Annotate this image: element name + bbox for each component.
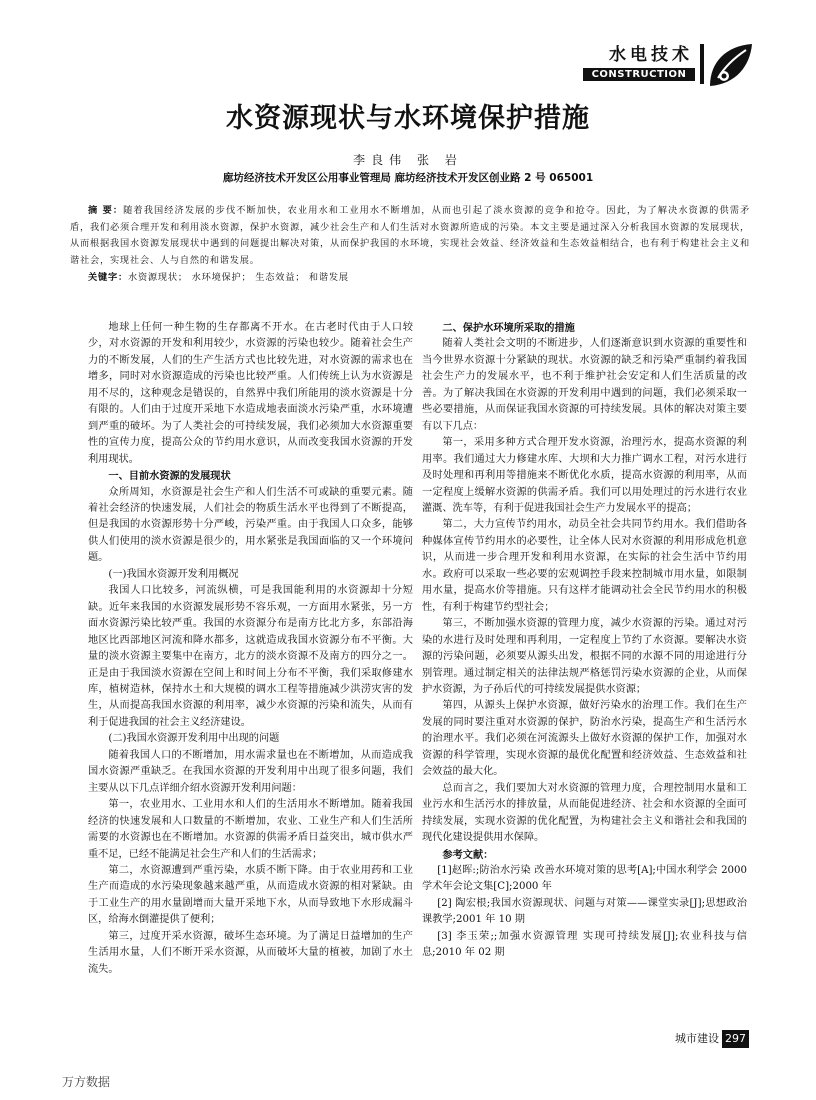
paragraph: 第二，水资源遭到严重污染，水质不断下降。由于农业用药和工业生产而造成的水污染现象越来越严重，从而造成水资源的相对紧缺。由于工业生产的用水量剧增而大量开采地下水，从而导致地下水形成漏斗区，给海水倒灌提供了便利；: [88, 864, 413, 926]
references-heading: 参考文献：: [442, 848, 494, 861]
reference-item: [2] 陶宏根;我国水资源现状、问题与对策——课堂实录[J];思想政治课教学;2001 年 10 期: [422, 897, 747, 926]
article-authors: 李良伟 张 岩: [353, 153, 463, 167]
section-heading: 一、目前水资源的发展现状: [108, 470, 231, 483]
journal-title: 水电技术: [609, 45, 693, 65]
abstract: [70, 203, 750, 269]
paragraph: 第四，从源头上保护水资源，做好污染水的治理工作。我们在生产发展的同时要注重对水资源的保护，防治水污染，提高生产和生活污水的治理水平。我们必须在河流源头上做好水资源的保护工作，加强对水资源的科学管理，实现水资源的最优化配置和经济效益、生态效益和社会效益的最大化。: [422, 700, 747, 778]
keywords-text: 水资源现状； 水环境保护； 生态效益； 和谐发展: [127, 272, 349, 283]
section-label: 城市建设: [675, 1032, 719, 1045]
page-number: 297: [722, 1030, 749, 1048]
left-column: [88, 320, 413, 978]
watermark: 万方数据: [62, 1075, 111, 1089]
leaf-logo-icon: [706, 40, 756, 90]
paragraph: 第一，采用多种方式合理开发水资源，治理污水，提高水资源的利用率。我们通过大力修建水库、大坝和大力推广调水工程，对污水进行及时处理和再利用等措施来不断优化水质，提高水资源的利用率，从而一定程度上缓解水资源的供需矛盾。我们可以用处理过的污水进行农业灌溉、洗车等，有利于促进我国社会生产力发展水平的提高；: [422, 437, 747, 514]
abstract-label: 摘 要：: [88, 205, 124, 216]
paragraph: 总而言之，我们要加大对水资源的管理力度，合理控制用水量和工业污水和生活污水的排放量，从而能促进经济、社会和水资源的全面可持续发展，实现水资源的优化配置，为构建社会主义和谐社会和我国的现代化建设提供用水保障。: [422, 782, 747, 844]
abstract-text: 随着我国经济发展的步伐不断加快，农业用水和工业用水不断增加，从而也引起了淡水资源的竞争和抢夺。因此，为了解决水资源的供需矛盾，我们必须合理开发和利用淡水资源，保护水资源，减少社会生产和人们生活对水资源所造成的污染。本文主要是通过深入分析我国水资源的发展现状，从而根据我国水资源发展现状中遇到的问题提出解决对策，从而保护我国的水环境，实现社会效益、经济效益和生态效益相结合，也有利于构建社会主义和谐社会，实现社会、人与自然的和谐发展。: [70, 205, 750, 266]
subsection-heading: (一)我国水资源开发利用概况: [108, 568, 239, 580]
paragraph: 地球上任何一种生物的生存都离不开水。在古老时代由于人口较少，对水资源的开发和利用较少，水资源的污染也较少。随着社会生产力的不断发展，人们的生产生活方式也比较先进，对水资源的需求也在增多，同时对水资源造成的污染也比较严重。人们传统上认为水资源是用不尽的，这种观念是错误的，自然界中我们所能用的淡水资源是十分有限的。人们由于过度开采地下水造成地表面淡水污染严重，水环境遭到严重的破坏。为了人类社会的可持续发展，我们必须加大水资源重要性的宣传力度，提高公众的节约用水意识，从而改变我国水资源的开发利用现状。: [88, 322, 413, 465]
section-heading: 二、保护水环境所采取的措施: [442, 322, 575, 334]
subsection-heading: (二)我国水资源开发利用中出现的问题: [108, 733, 280, 745]
article-title: 水资源现状与水环境保护措施: [226, 103, 590, 134]
right-column: [422, 320, 747, 962]
paragraph: 第三，过度开采水资源，破坏生态环境。为了满足日益增加的生产生活用水量，人们不断开采水资源，从而破坏大量的植被，加剧了水土流失。: [88, 930, 413, 975]
paragraph: 第二，大力宣传节约用水，动员全社会共同节约用水。我们借助各种媒体宣传节约用水的必要性，让全体人民对水资源的利用形成危机意识，从而进一步合理开发和利用水资源，在实际的社会生活中节约用水。政府可以采取一些必要的宏观调控手段来控制城市用水量，如限制用水量，提高水价等措施。只有这样才能调动社会全民节约用水的积极性，有利于构建节约型社会；: [422, 519, 747, 613]
author-affiliation: 廊坊经济技术开发区公用事业管理局 廊坊经济技术开发区创业路 2 号 065001: [222, 172, 594, 184]
journal-subtitle: CONSTRUCTION: [583, 68, 695, 81]
paragraph: 随着人类社会文明的不断进步，人们逐渐意识到水资源的重要性和当今世界水资源十分紧缺的现状。水资源的缺乏和污染严重制约着我国社会生产力的发展水平，也不利于维护社会安定和人们生活质量的改善。为了解决我国在水资源的开发利用中遇到的问题，我们必须采取一些必要措施，从而保证我国水资源的可持续发展。具体的解决对策主要有以下几点：: [422, 338, 747, 432]
logo-divider: [700, 44, 704, 84]
paragraph: 第一，农业用水、工业用水和人们的生活用水不断增加。随着我国经济的快速发展和人口数量的不断增加，农业、工业生产和人们生活所需要的水资源也在不断增加。水资源的供需矛盾日益突出，城市供水严重不足，已经不能满足社会生产和人们的生活需求；: [88, 799, 413, 860]
page-footer-tag: [675, 1030, 749, 1048]
paragraph: 众所周知，水资源是社会生产和人们生活不可或缺的重要元素。随着社会经济的快速发展，人们社会的物质生活水平也得到了不断提高，但是我国的水资源形势十分严峻，污染严重。由于我国人口众多，能够供人们使用的淡水资源是很少的，用水紧张是我国面临的又一个环境问题。: [88, 486, 413, 564]
reference-item: [1]赵晖:;防治水污染 改善水环境对策的思考[A];中国水利学会 2000 学术年会论文集[C];2000 年: [422, 864, 747, 893]
paragraph: 随着我国人口的不断增加，用水需求量也在不断增加，从而造成我国水资源严重缺乏。在我国水资源的开发利用中出现了很多问题，我们主要从以下几点详细介绍水资源开发利用问题：: [88, 749, 413, 794]
reference-item: [3] 李玉荣;;加强水资源管理 实现可持续发展[J];农业科技与信息;2010 年 02 期: [422, 930, 747, 959]
paragraph: 第三，不断加强水资源的管理力度，减少水资源的污染。通过对污染的水进行及时处理和再利用，一定程度上节约了水资源。要解决水资源的污染问题，必须要从源头出发，根据不同的水源不同的用途进行分别管理。通过制定相关的法律法规严格惩罚污染水资源的企业，从而保护水资源，为子孙后代的可持续发展提供水资源；: [422, 618, 747, 695]
paragraph: 我国人口比较多，河流纵横，可是我国能利用的水资源却十分短缺。近年来我国的水资源发展形势不容乐观，一方面用水紧张，另一方面水资源污染比较严重。我国的水资源分布是南方比北方多，东部沿海地区比西部地区河流和降水都多，这就造成我国水资源分布不平衡。大量的淡水资源主要集中在南方，北方的淡水资源不及南方的四分之一。正是由于我国淡水资源在空间上和时间上分布不平衡，我们采取修建水库，植树造林，保持水土和大规模的调水工程等措施减少洪涝灾害的发生，从而提高我国水资源的利用率，减少水资源的污染和流失，从而有利于促进我国的社会主义经济建设。: [88, 585, 413, 728]
keywords-label: 关键字：: [88, 272, 128, 283]
keywords: [88, 270, 748, 286]
